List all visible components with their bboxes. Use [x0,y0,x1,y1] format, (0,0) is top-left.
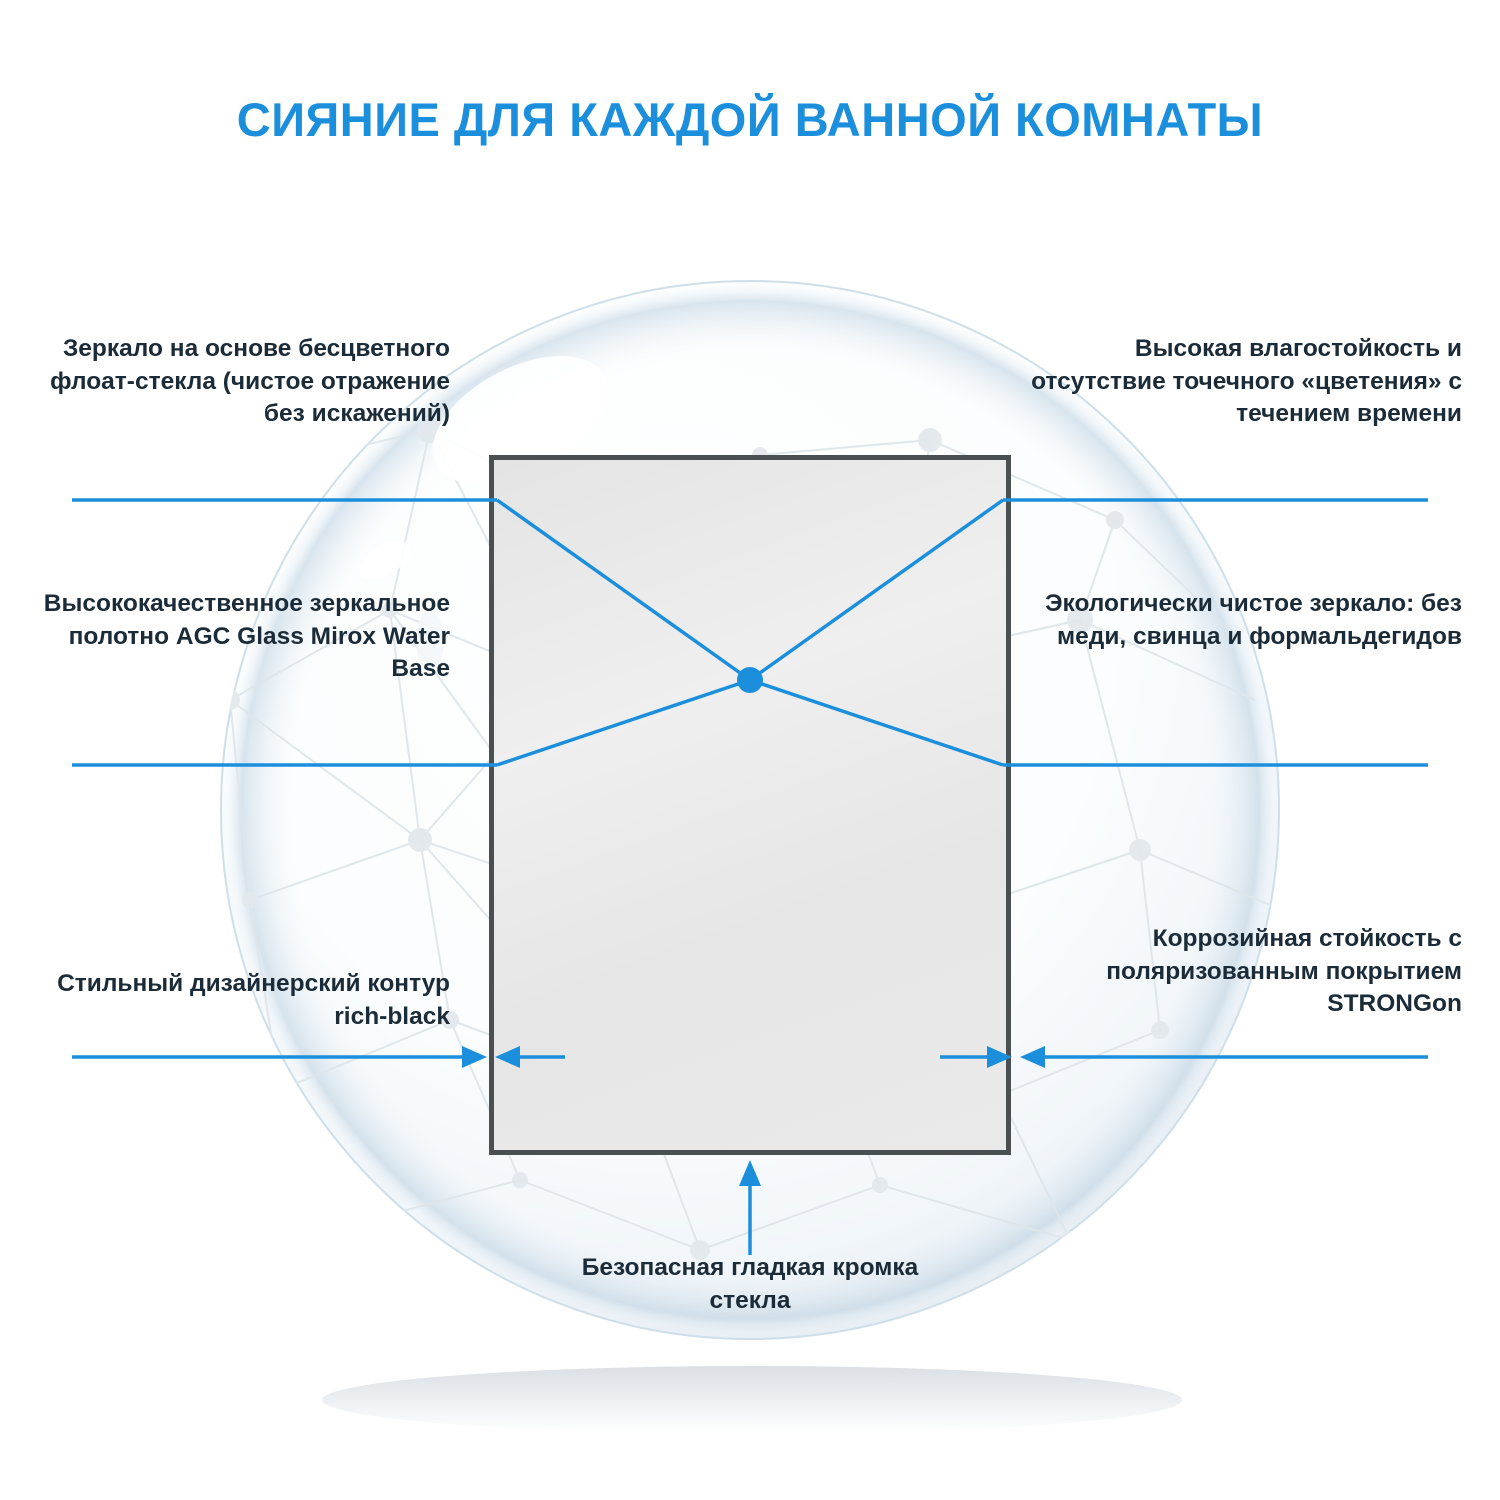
callout-label-moisture-resistance: Высокая влагостойкость и отсутствие точечного «цветения» с течением времени [1031,335,1462,428]
callout-label-safe-edge: Безопасная гладкая кромка стекла [581,1254,919,1314]
page-title: СИЯНИЕ ДЛЯ КАЖДОЙ ВАННОЙ КОМНАТЫ [236,93,1264,146]
callout-label-corrosion-resistance: Коррозийная стойкость с поляризованным покрытием STRONGon [1106,925,1462,1018]
callout-label-mirror-sheet: Высококачественное зеркальное полотно AGC Glass Mirox Water Base [43,590,450,683]
callout-label-eco-friendly: Экологически чистое зеркало: без меди, свинца и формальдегидов [1045,590,1462,650]
callout-label-rich-black-contour: Стильный дизайнерский контур rich-black [57,970,450,1030]
mirror-object [489,455,1011,1155]
callout-label-float-glass: Зеркало на основе бесцветного флоат-стекла (чистое отражение без искажений) [50,335,450,428]
